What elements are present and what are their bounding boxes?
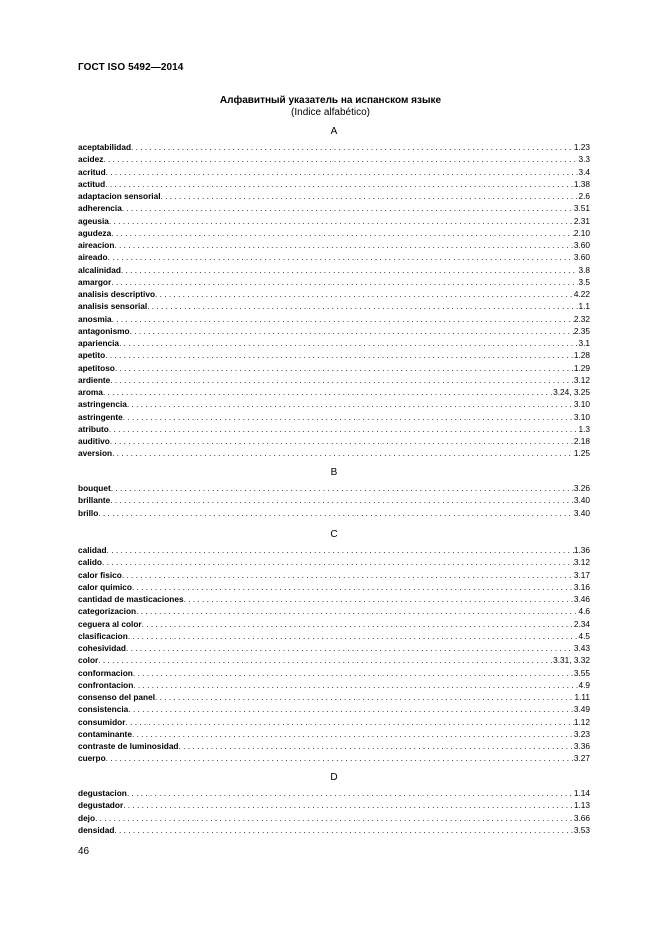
index-reference: 3.1 xyxy=(578,338,590,348)
index-reference: 3.46 xyxy=(573,594,590,604)
index-reference: 2.32 xyxy=(573,313,590,324)
dot-leader xyxy=(103,153,578,165)
dot-leader xyxy=(103,386,553,398)
index-term: consenso del panel xyxy=(78,692,155,702)
index-reference: 3.51 xyxy=(573,203,590,214)
index-reference: 4.6 xyxy=(578,606,590,617)
index-term: densidad xyxy=(78,824,115,835)
index-term: aceptabilidad xyxy=(78,142,132,152)
index-entry xyxy=(78,435,590,447)
index-entry xyxy=(78,716,590,728)
index-reference: 3.49 xyxy=(573,704,590,715)
dot-leader xyxy=(179,740,574,752)
index-entry xyxy=(78,544,590,556)
index-reference: 1.38 xyxy=(573,178,590,189)
index-term: apariencia xyxy=(78,338,120,348)
dot-leader xyxy=(133,667,574,679)
dot-leader xyxy=(132,581,574,593)
index-entry xyxy=(78,703,590,715)
index-entry xyxy=(78,276,590,288)
index-reference: 3.23 xyxy=(573,728,590,739)
index-reference: 3.66 xyxy=(573,812,590,823)
index-entry xyxy=(78,494,590,506)
index-term: degustacion xyxy=(78,788,127,798)
index-term: adherencia xyxy=(78,203,122,214)
index-entry xyxy=(78,507,590,519)
index-entry xyxy=(78,423,590,435)
dot-leader xyxy=(106,166,579,178)
dot-leader xyxy=(126,642,574,654)
index-term: atributo xyxy=(78,423,109,434)
dot-leader xyxy=(107,544,574,556)
index-term: auditivo xyxy=(78,436,110,446)
dot-leader xyxy=(127,398,574,410)
index-entry xyxy=(78,386,590,398)
dot-leader xyxy=(142,618,574,630)
index-reference: 3.36 xyxy=(573,741,590,751)
dot-leader xyxy=(131,141,574,153)
dot-leader xyxy=(184,593,574,605)
index-term: ceguera al color xyxy=(78,618,142,629)
index-term: contraste de luminosidad xyxy=(78,741,179,751)
dot-leader xyxy=(111,227,574,239)
dot-leader xyxy=(110,494,574,506)
index-reference: 3.53 xyxy=(573,824,590,835)
index-entry xyxy=(78,288,590,300)
index-section-d xyxy=(78,771,590,836)
index-entry xyxy=(78,581,590,593)
index-reference: 4.22 xyxy=(573,289,590,299)
index-term: dejo xyxy=(78,812,96,823)
index-term: calor quimico xyxy=(78,581,132,592)
index-entry xyxy=(78,691,590,703)
index-term: calidad xyxy=(78,545,107,555)
index-entry xyxy=(78,630,590,642)
page-title: Алфавитный указатель на испанском языке xyxy=(219,95,442,106)
index-term: acritud xyxy=(78,166,106,177)
dot-leader xyxy=(127,787,574,799)
dot-leader xyxy=(123,799,574,811)
index-term: clasificacion xyxy=(78,630,128,641)
dot-leader xyxy=(123,411,574,423)
index-term: ardiente xyxy=(78,374,111,385)
index-entry xyxy=(78,300,590,312)
index-entry xyxy=(78,166,590,178)
index-reference: 3.26 xyxy=(573,483,590,493)
index-term: acidez xyxy=(78,154,104,165)
index-term: cuerpo xyxy=(78,753,106,764)
index-reference: 3.16 xyxy=(573,581,590,592)
index-entry xyxy=(78,411,590,423)
dot-leader xyxy=(112,447,574,459)
index-reference: 3.17 xyxy=(573,569,590,580)
index-term: brillo xyxy=(78,507,99,518)
dot-leader xyxy=(114,824,573,836)
dot-leader xyxy=(125,716,573,728)
index-term: confrontacion xyxy=(78,679,134,690)
section-letter: D xyxy=(330,772,338,783)
document-code: ГОСТ ISO 5492—2014 xyxy=(78,62,184,73)
dot-leader xyxy=(114,239,573,251)
index-reference: 2.6 xyxy=(578,191,590,201)
index-term: adaptacion sensorial xyxy=(78,191,161,201)
index-term: consistencia xyxy=(78,704,129,715)
index-reference: 3.55 xyxy=(573,667,590,678)
dot-leader xyxy=(112,313,574,325)
index-reference: 3.4 xyxy=(578,166,590,177)
index-term: astringencia xyxy=(78,399,127,410)
section-letter: C xyxy=(330,529,338,540)
dot-leader xyxy=(121,264,579,276)
index-entry xyxy=(78,362,590,374)
index-reference: 3.43 xyxy=(573,643,590,653)
index-entry xyxy=(78,618,590,630)
page-number: 46 xyxy=(78,846,90,857)
index-reference: 1.3 xyxy=(578,423,590,434)
dot-leader xyxy=(115,362,574,374)
dot-leader xyxy=(130,325,574,337)
dot-leader xyxy=(95,812,574,824)
index-entry xyxy=(78,679,590,691)
index-term: analisis descriptivo xyxy=(78,289,156,299)
index-term: aireado xyxy=(78,252,108,263)
dot-leader xyxy=(109,215,574,227)
index-reference: 1.36 xyxy=(573,545,590,555)
dot-leader xyxy=(110,435,574,447)
index-entry xyxy=(78,605,590,617)
index-entry xyxy=(78,227,590,239)
index-term: anosmia xyxy=(78,313,112,324)
index-reference: 3.27 xyxy=(573,753,590,764)
index-entry xyxy=(78,190,590,202)
dot-leader xyxy=(119,337,578,349)
index-term: ageusia xyxy=(78,215,109,226)
index-reference: 2.31 xyxy=(573,215,590,226)
index-reference: 1.12 xyxy=(573,716,590,727)
index-reference: 3.31, 3.32 xyxy=(553,655,590,666)
index-term: aroma xyxy=(78,387,103,397)
index-reference: 1.14 xyxy=(573,788,590,798)
index-reference: 3.40 xyxy=(573,495,590,506)
dot-leader xyxy=(128,630,579,642)
dot-leader xyxy=(106,752,574,764)
index-reference: 3.8 xyxy=(578,264,590,275)
index-entry xyxy=(78,325,590,337)
index-reference: 3.60 xyxy=(573,252,590,263)
dot-leader xyxy=(111,482,574,494)
index-term: apetitoso xyxy=(78,362,115,373)
index-term: calido xyxy=(78,557,102,568)
index-term: aversion xyxy=(78,448,113,459)
dot-leader xyxy=(155,288,574,300)
dot-leader xyxy=(122,202,574,214)
index-entry xyxy=(78,337,590,349)
index-entry xyxy=(78,313,590,325)
index-entry xyxy=(78,141,590,153)
index-entry xyxy=(78,569,590,581)
index-entry xyxy=(78,374,590,386)
index-term: analisis sensorial xyxy=(78,301,148,312)
index-section-c xyxy=(78,528,590,765)
index-entry xyxy=(78,264,590,276)
index-term: calor fisico xyxy=(78,569,122,580)
dot-leader xyxy=(155,691,574,703)
index-reference: 1.23 xyxy=(573,142,590,152)
dot-leader xyxy=(132,728,574,740)
dot-leader xyxy=(108,251,574,263)
index-entry xyxy=(78,215,590,227)
index-entry xyxy=(78,654,590,666)
index-entry xyxy=(78,447,590,459)
index-term: consumidor xyxy=(78,716,126,727)
section-letter: A xyxy=(330,126,338,137)
index-entry xyxy=(78,667,590,679)
index-term: apetito xyxy=(78,350,106,361)
dot-leader xyxy=(109,423,579,435)
index-reference: 3.10 xyxy=(573,399,590,410)
section-letter: B xyxy=(330,467,338,478)
index-entry xyxy=(78,482,590,494)
index-entry xyxy=(78,799,590,811)
dot-leader xyxy=(136,605,578,617)
index-entry xyxy=(78,153,590,165)
dot-leader xyxy=(98,507,574,519)
index-term: cohesividad xyxy=(78,643,126,653)
index-entry xyxy=(78,349,590,361)
index-entry xyxy=(78,787,590,799)
index-reference: 2.34 xyxy=(573,618,590,629)
index-entry xyxy=(78,824,590,836)
dot-leader xyxy=(105,178,574,190)
index-reference: 2.18 xyxy=(573,436,590,446)
index-reference: 1.11 xyxy=(574,692,590,702)
index-reference: 1.29 xyxy=(573,362,590,373)
index-entry xyxy=(78,251,590,263)
index-entry xyxy=(78,556,590,568)
dot-leader xyxy=(110,374,574,386)
index-reference: 1.1 xyxy=(578,301,590,312)
page-subtitle: (Indice alfabético) xyxy=(291,107,370,118)
index-term: antagonismo xyxy=(78,325,130,336)
index-reference: 3.3 xyxy=(578,154,590,165)
index-entry xyxy=(78,740,590,752)
index-term: actitud xyxy=(78,178,106,189)
dot-leader xyxy=(133,679,578,691)
index-term: astringente xyxy=(78,411,123,422)
index-section-a xyxy=(78,125,590,460)
index-entry xyxy=(78,728,590,740)
dot-leader xyxy=(98,654,553,666)
index-term: brillante xyxy=(78,495,111,506)
dot-leader xyxy=(105,349,574,361)
index-term: amargor xyxy=(78,276,112,287)
index-reference: 3.40 xyxy=(573,507,590,518)
dot-leader xyxy=(161,190,579,202)
index-term: conformacion xyxy=(78,667,133,678)
dot-leader xyxy=(111,276,578,288)
index-reference: 3.24, 3.25 xyxy=(553,387,590,397)
index-term: bouquet xyxy=(78,483,111,493)
index-entry xyxy=(78,178,590,190)
index-reference: 1.28 xyxy=(573,350,590,361)
index-term: cantidad de masticaciones xyxy=(78,594,184,604)
index-reference: 3.12 xyxy=(573,374,590,385)
index-term: degustador xyxy=(78,800,124,811)
index-reference: 3.10 xyxy=(573,411,590,422)
index-entry xyxy=(78,752,590,764)
index-term: alcalinidad xyxy=(78,264,121,275)
index-term: color xyxy=(78,655,99,666)
index-term: aireacion xyxy=(78,240,115,250)
index-reference: 3.60 xyxy=(573,240,590,250)
index-reference: 4.5 xyxy=(578,630,590,641)
index-entry xyxy=(78,593,590,605)
index-reference: 2.10 xyxy=(573,227,590,238)
dot-leader xyxy=(122,569,574,581)
index-entry xyxy=(78,202,590,214)
index-section-b xyxy=(78,466,590,519)
index-reference: 2.35 xyxy=(573,325,590,336)
index-term: agudeza xyxy=(78,227,112,238)
dot-leader xyxy=(147,300,578,312)
index-reference: 3.5 xyxy=(578,276,590,287)
index-reference: 1.25 xyxy=(573,448,590,459)
index-reference: 4.9 xyxy=(578,679,590,690)
index-entry xyxy=(78,642,590,654)
index-entry xyxy=(78,398,590,410)
dot-leader xyxy=(102,556,574,568)
index-reference: 1.13 xyxy=(573,800,590,811)
index-term: categorizacion xyxy=(78,606,137,617)
index-entry xyxy=(78,239,590,251)
index-reference: 3.12 xyxy=(573,557,590,568)
index-entry xyxy=(78,812,590,824)
dot-leader xyxy=(128,703,574,715)
index-term: contaminante xyxy=(78,728,132,739)
